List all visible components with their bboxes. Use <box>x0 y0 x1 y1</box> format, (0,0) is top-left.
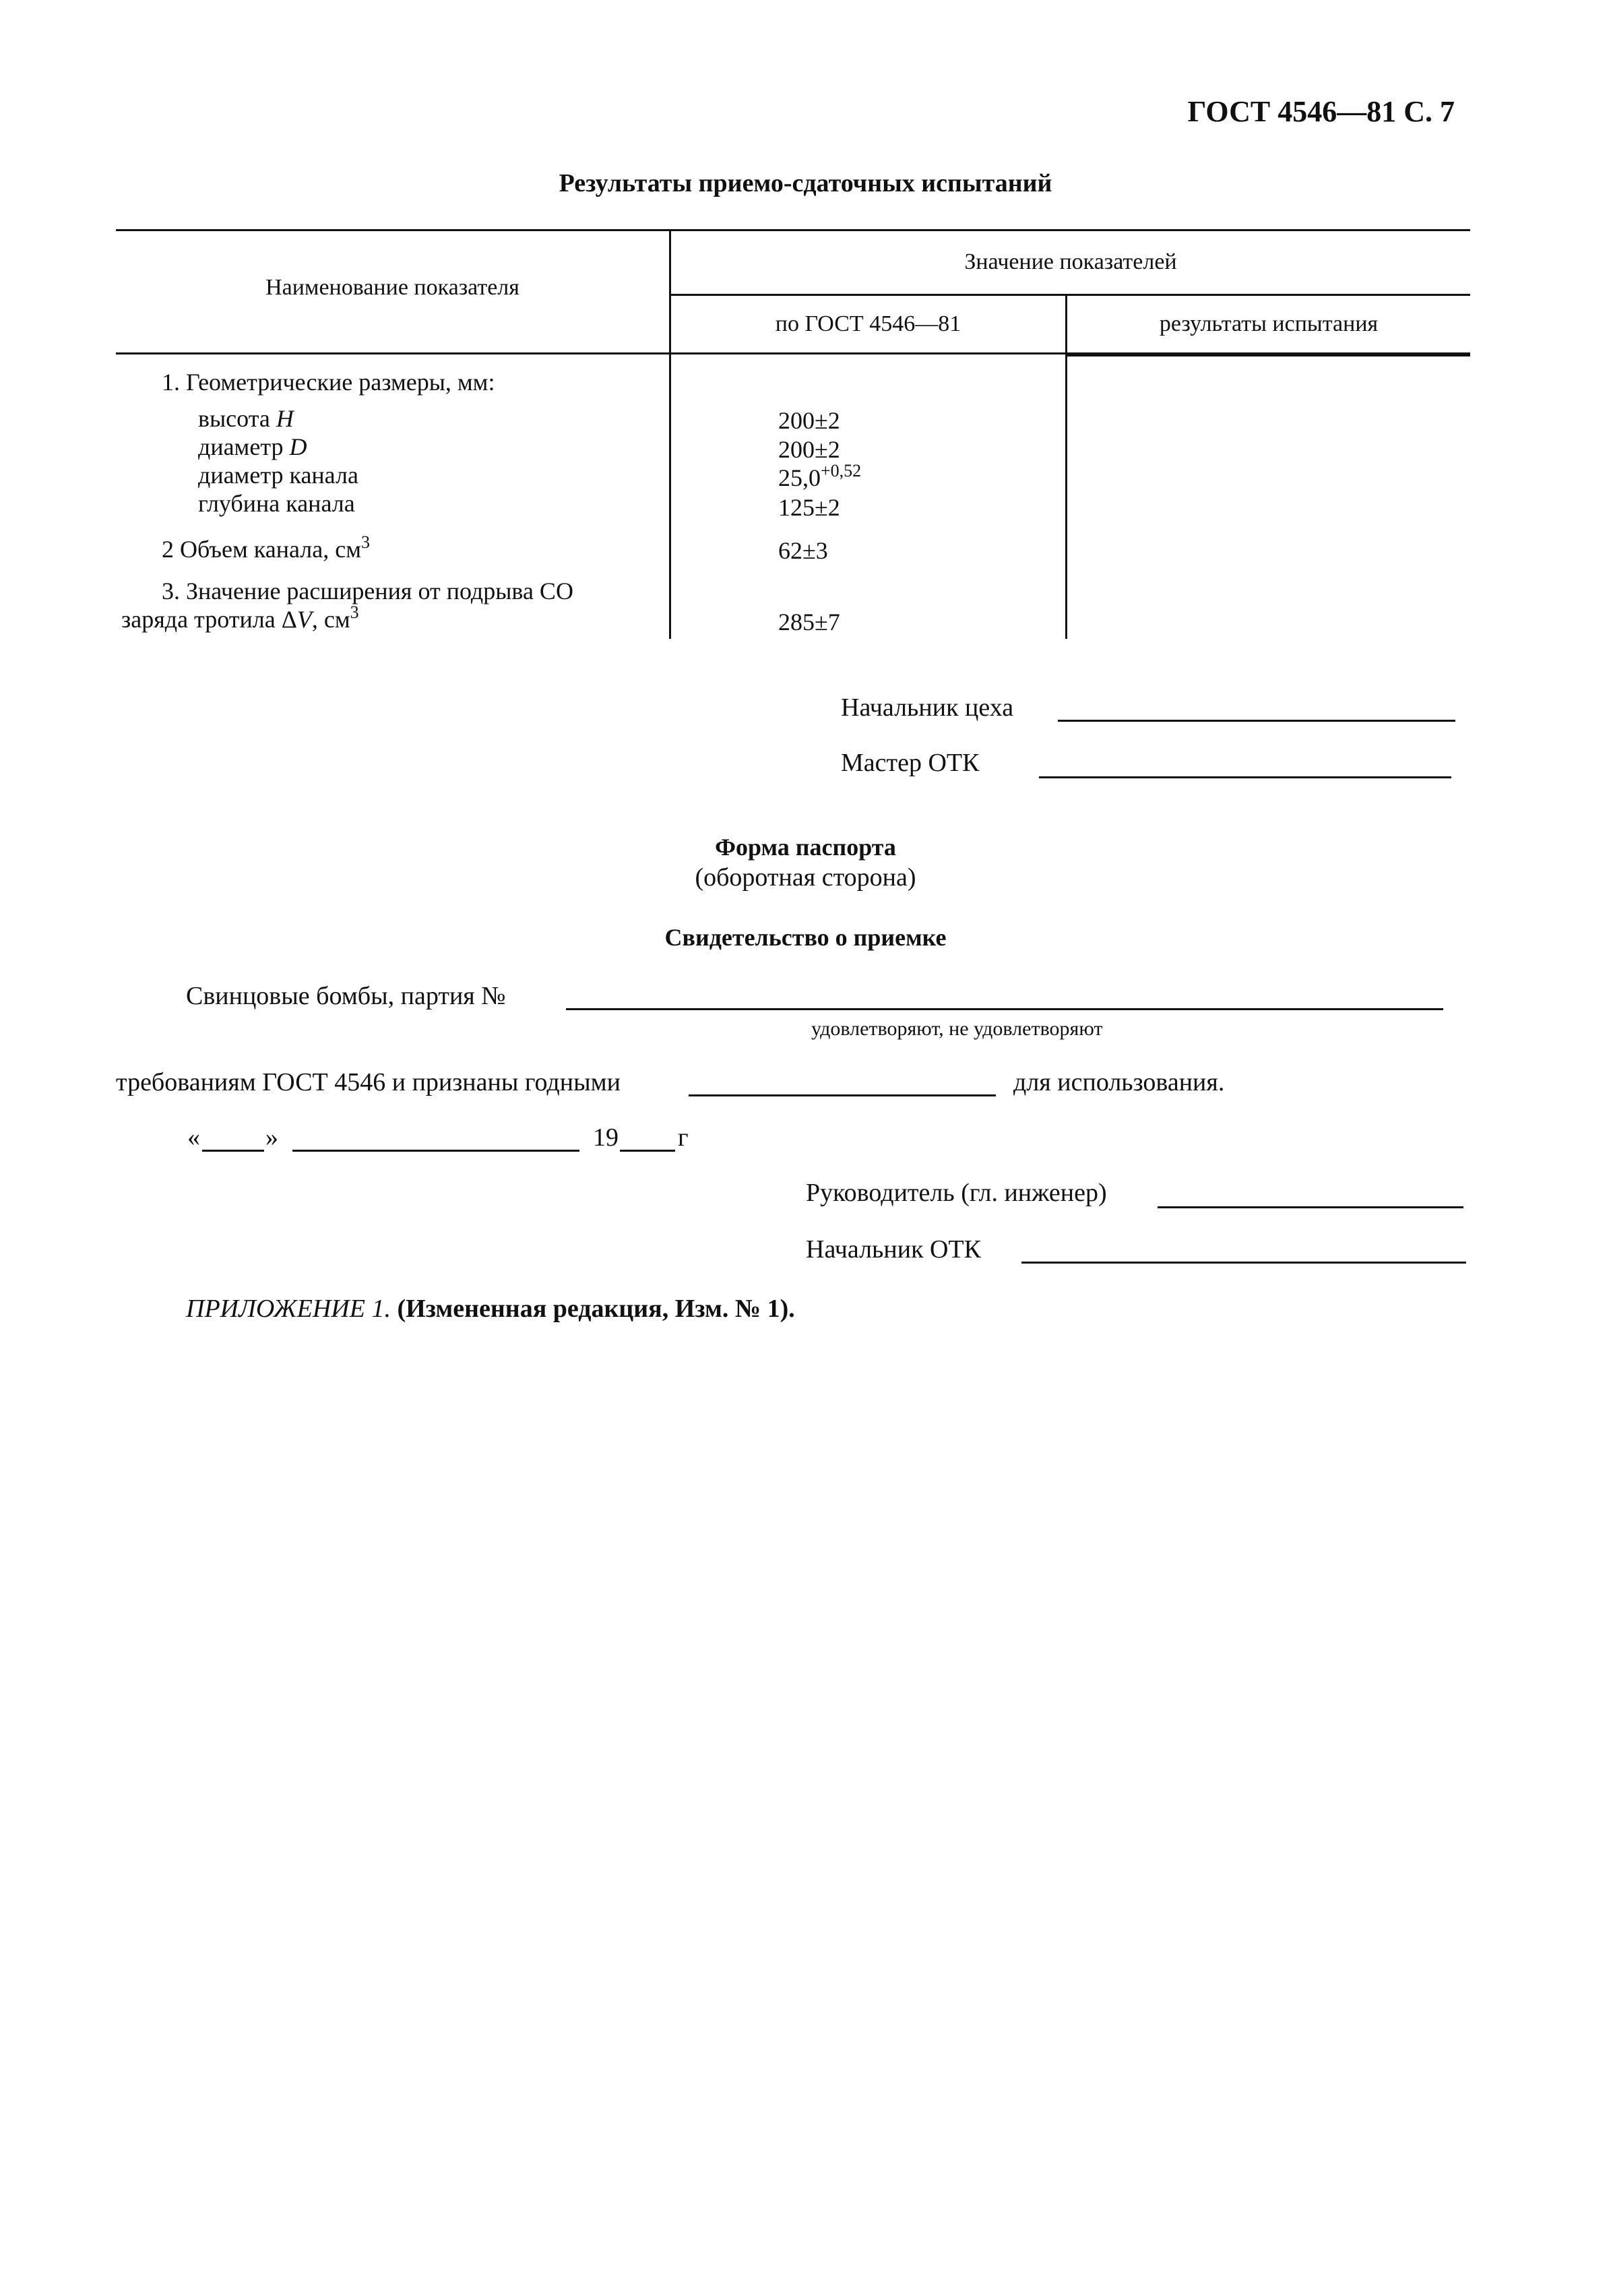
shop-head-label: Начальник цеха <box>841 693 1014 722</box>
col-name-header: Наименование показателя <box>265 275 519 300</box>
row-expansion-label-1: 3. Значение расширения от подрыва СО <box>162 578 573 604</box>
passport-subtitle: (оборотная сторона) <box>695 863 916 892</box>
otk-head-signature-line[interactable] <box>1021 1262 1466 1264</box>
certificate-title: Свидетельство о приемке <box>664 924 947 951</box>
batch-line-label: Свинцовые бомбы, партия № <box>186 982 506 1010</box>
shop-head-signature-line[interactable] <box>1058 720 1455 722</box>
date-year-prefix: 19 <box>593 1123 619 1152</box>
row-channel-depth-value: 125±2 <box>778 494 840 521</box>
table-vline-1 <box>669 229 671 639</box>
requirements-line-label: требованиям ГОСТ 4546 и признаны годными <box>116 1068 621 1096</box>
requirements-line-suffix: для использования. <box>1013 1068 1225 1096</box>
row-channel-volume-value: 62±3 <box>778 537 828 564</box>
batch-number-line[interactable] <box>566 1008 1443 1010</box>
table-vline-2 <box>1065 294 1067 639</box>
col-gost-header: по ГОСТ 4546—81 <box>775 311 961 336</box>
results-table-title: Результаты приемо-сдаточных испытаний <box>559 169 1052 197</box>
col-values-header: Значение показателей <box>964 249 1177 274</box>
head-engineer-signature-line[interactable] <box>1158 1206 1463 1208</box>
passport-title: Форма паспорта <box>715 834 896 861</box>
row-channel-depth-label: глубина канала <box>198 490 355 517</box>
row-geometric-label: 1. Геометрические размеры, мм: <box>162 369 495 396</box>
row-channel-diameter-label: диаметр канала <box>198 462 358 489</box>
batch-line-hint: удовлетворяют, не удовлетворяют <box>811 1018 1103 1040</box>
row-diameter-value: 200±2 <box>778 436 840 463</box>
date-close-quote: » <box>265 1123 278 1152</box>
document-reference: ГОСТ 4546—81 С. 7 <box>1187 95 1455 128</box>
otk-master-label: Мастер ОТК <box>841 749 980 777</box>
col-results-header: результаты испытания <box>1159 311 1379 336</box>
table-mid-rule <box>669 294 1470 296</box>
row-expansion-label-2: заряда тротила ΔV, $см^3$ <box>121 602 359 633</box>
compliance-line[interactable] <box>689 1094 996 1096</box>
row-height-label: высота H <box>198 405 294 432</box>
date-open-quote: « <box>187 1123 200 1152</box>
row-channel-diameter-value: $25,0^{+0,52}$ <box>778 461 862 491</box>
row-height-value: 200±2 <box>778 407 840 434</box>
otk-head-label: Начальник ОТК <box>806 1235 982 1264</box>
date-year-line[interactable] <box>620 1150 675 1152</box>
head-engineer-label: Руководитель (гл. инженер) <box>806 1179 1107 1207</box>
date-day-line[interactable] <box>202 1150 264 1152</box>
date-month-line[interactable] <box>292 1150 579 1152</box>
row-channel-volume-label: 2 Объем канала, $см^3$ <box>162 532 370 563</box>
appendix-note <box>186 1294 795 1324</box>
appendix-revision: (Измененная редакция, Изм. № 1). <box>397 1295 795 1323</box>
otk-master-signature-line[interactable] <box>1039 776 1451 778</box>
table-top-rule <box>116 229 1470 231</box>
table-header-rule-bold <box>1067 354 1470 356</box>
date-year-suffix: г <box>678 1123 689 1152</box>
appendix-label: ПРИЛОЖЕНИЕ 1. <box>186 1295 391 1323</box>
row-diameter-label: диаметр D <box>198 433 307 460</box>
row-expansion-value: 285±7 <box>778 609 840 635</box>
